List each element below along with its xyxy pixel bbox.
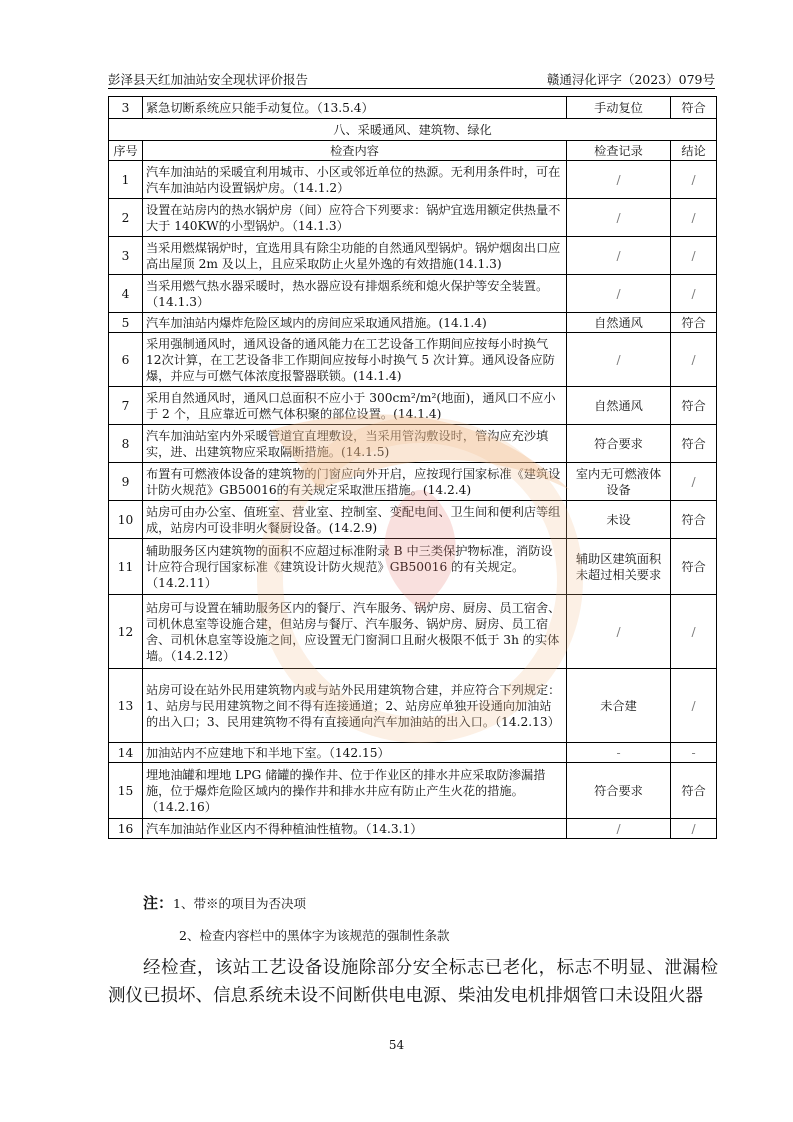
table-row <box>109 387 717 425</box>
row-number: 12 <box>109 595 143 669</box>
row-number: 3 <box>109 97 143 119</box>
row-number: 2 <box>109 199 143 237</box>
note-1: 1、带※的项目为否决项 <box>173 896 306 911</box>
page-number: 54 <box>388 1038 405 1052</box>
report-number: 赣通浔化评字（2023）079号 <box>546 72 715 87</box>
row-result: / <box>671 669 717 743</box>
row-content: 设置在站房内的热水锅炉房（间）应符合下列要求：锅炉宜选用额定供热量不大于 140KW的小型锅炉。（14.1.3） <box>143 199 567 237</box>
column-header-record: 检查记录 <box>567 141 671 161</box>
row-result: / <box>671 199 717 237</box>
table-row <box>109 595 717 669</box>
notes-prefix: 注： <box>143 894 174 912</box>
page-header <box>108 68 715 89</box>
row-content: 当采用燃煤锅炉时，宜选用具有除尘功能的自然通风型锅炉。锅炉烟囱出口应高出屋顶 2m 及以上，且应采取防止火星外逸的有效措施(14.1.3) <box>143 237 567 275</box>
row-content: 辅助服务区内建筑物的面积不应超过标准附录 B 中三类保护物标准，消防设计应符合现行国家标准《建筑设计防火规范》GB50016 的有关规定。（14.2.11） <box>143 539 567 595</box>
row-result: 符合 <box>671 501 717 539</box>
row-content: 站房可由办公室、值班室、营业室、控制室、变配电间、卫生间和便利店等组成，站房内可设非明火餐厨设备。(14.2.9) <box>143 501 567 539</box>
row-result: 符合 <box>671 763 717 819</box>
row-content: 汽车加油站内爆炸危险区域内的房间应采取通风措施。(14.1.4) <box>143 313 567 333</box>
table-row <box>109 819 717 839</box>
row-number: 14 <box>109 743 143 763</box>
row-content: 站房可设在站外民用建筑物内或与站外民用建筑物合建，并应符合下列规定：1、站房与民用建筑物之间不得有连接通道；2、站房应单独开设通向加油站的出入口；3、民用建筑物不得有直接通向汽车加油站的出入口。（14.2.13） <box>143 669 567 743</box>
row-record: / <box>567 161 671 199</box>
section-title: 八、采暖通风、建筑物、绿化 <box>109 119 717 141</box>
row-number: 9 <box>109 463 143 501</box>
row-content: 埋地油罐和埋地 LPG 储罐的操作井、位于作业区的排水井应采取防渗漏措施，位于爆炸危险区域内的操作井和排水井应有防止产生火花的措施。（14.2.16） <box>143 763 567 819</box>
table-row <box>109 97 717 119</box>
row-result: 符合 <box>671 539 717 595</box>
row-record: / <box>567 275 671 313</box>
inspection-table <box>108 96 717 839</box>
row-result: 符合 <box>671 425 717 463</box>
table-row <box>109 463 717 501</box>
row-result: / <box>671 237 717 275</box>
row-content: 采用强制通风时，通风设备的通风能力在工艺设备工作期间应按每小时换气12次计算，在工艺设备非工作期间应按每小时换气 5 次计算。通风设备应防爆，并应与可燃气体浓度报警器联锁。(14.1.4) <box>143 333 567 387</box>
row-result: / <box>671 275 717 313</box>
inspection-table-body <box>109 97 717 839</box>
row-record: 室内无可燃液体设备 <box>567 463 671 501</box>
row-result: 符合 <box>671 387 717 425</box>
report-title: 彭泽县天红加油站安全现状评价报告 <box>108 72 309 87</box>
table-row <box>109 199 717 237</box>
row-number: 16 <box>109 819 143 839</box>
row-record: / <box>567 333 671 387</box>
row-record: 符合要求 <box>567 425 671 463</box>
column-header-no: 序号 <box>109 141 143 161</box>
table-row <box>109 501 717 539</box>
row-content: 当采用燃气热水器采暖时，热水器应设有排烟系统和熄火保护等安全装置。（14.1.3） <box>143 275 567 313</box>
table-row <box>109 237 717 275</box>
row-record: / <box>567 199 671 237</box>
row-number: 1 <box>109 161 143 199</box>
row-record: / <box>567 595 671 669</box>
row-record: / <box>567 237 671 275</box>
table-row <box>109 425 717 463</box>
note-2: 2、检查内容栏中的黑体字为该规范的强制性条款 <box>179 928 450 943</box>
table-row <box>109 743 717 763</box>
row-result: - <box>671 743 717 763</box>
row-number: 10 <box>109 501 143 539</box>
row-content: 加油站内不应建地下和半地下室。（142.15） <box>143 743 567 763</box>
row-result: / <box>671 595 717 669</box>
row-result: / <box>671 161 717 199</box>
row-record: 未设 <box>567 501 671 539</box>
row-number: 15 <box>109 763 143 819</box>
row-number: 8 <box>109 425 143 463</box>
row-result: 符合 <box>671 313 717 333</box>
row-record: 手动复位 <box>567 97 671 119</box>
row-content: 汽车加油站作业区内不得种植油性植物。（14.3.1） <box>143 819 567 839</box>
row-result: / <box>671 333 717 387</box>
column-header-row <box>109 141 717 161</box>
row-content: 采用自然通风时，通风口总面积不应小于 300cm²/m²(地面)，通风口不应小于 2 个，且应靠近可燃气体积聚的部位设置。(14.1.4) <box>143 387 567 425</box>
row-record: / <box>567 819 671 839</box>
column-header-result: 结论 <box>671 141 717 161</box>
row-record: 未合建 <box>567 669 671 743</box>
row-content: 汽车加油站的采暖宜利用城市、小区或邻近单位的热源。无利用条件时，可在汽车加油站内设置锅炉房。（14.1.2） <box>143 161 567 199</box>
row-record: - <box>567 743 671 763</box>
row-content: 汽车加油站室内外采暖管道宜直埋敷设，当采用管沟敷设时，管沟应充沙填实，进、出建筑物应采取隔断措施。(14.1.5) <box>143 425 567 463</box>
section-title-row <box>109 119 717 141</box>
conclusion-paragraph: 经检查，该站工艺设备设施除部分安全标志已老化，标志不明显、泄漏检测仪已损坏、信息系统未设不间断供电电源、柴油发电机排烟管口未设阻火器 <box>108 958 718 1006</box>
row-number: 3 <box>109 237 143 275</box>
row-record: 辅助区建筑面积未超过相关要求 <box>567 539 671 595</box>
row-result: / <box>671 463 717 501</box>
table-row <box>109 539 717 595</box>
table-row <box>109 313 717 333</box>
row-content: 布置有可燃液体设备的建筑物的门窗应向外开启，应按现行国家标准《建筑设计防火规范》GB50016的有关规定采取泄压措施。(14.2.4) <box>143 463 567 501</box>
row-number: 11 <box>109 539 143 595</box>
row-number: 13 <box>109 669 143 743</box>
row-record: 自然通风 <box>567 313 671 333</box>
row-result: 符合 <box>671 97 717 119</box>
row-number: 5 <box>109 313 143 333</box>
row-record: 自然通风 <box>567 387 671 425</box>
table-row <box>109 333 717 387</box>
row-content: 站房可与设置在辅助服务区内的餐厅、汽车服务、锅炉房、厨房、员工宿舍、司机休息室等设施合建，但站房与餐厅、汽车服务、锅炉房、厨房、员工宿舍、司机休息室等设施之间，应设置无门窗洞口且耐火极限不低于 3h 的实体墙。（14.2.12） <box>143 595 567 669</box>
row-result: / <box>671 819 717 839</box>
table-row <box>109 669 717 743</box>
row-record: 符合要求 <box>567 763 671 819</box>
table-row <box>109 275 717 313</box>
row-number: 4 <box>109 275 143 313</box>
row-number: 7 <box>109 387 143 425</box>
row-content: 紧急切断系统应只能手动复位。（13.5.4） <box>143 97 567 119</box>
column-header-content: 检查内容 <box>143 141 567 161</box>
table-row <box>109 763 717 819</box>
row-number: 6 <box>109 333 143 387</box>
table-row <box>109 161 717 199</box>
